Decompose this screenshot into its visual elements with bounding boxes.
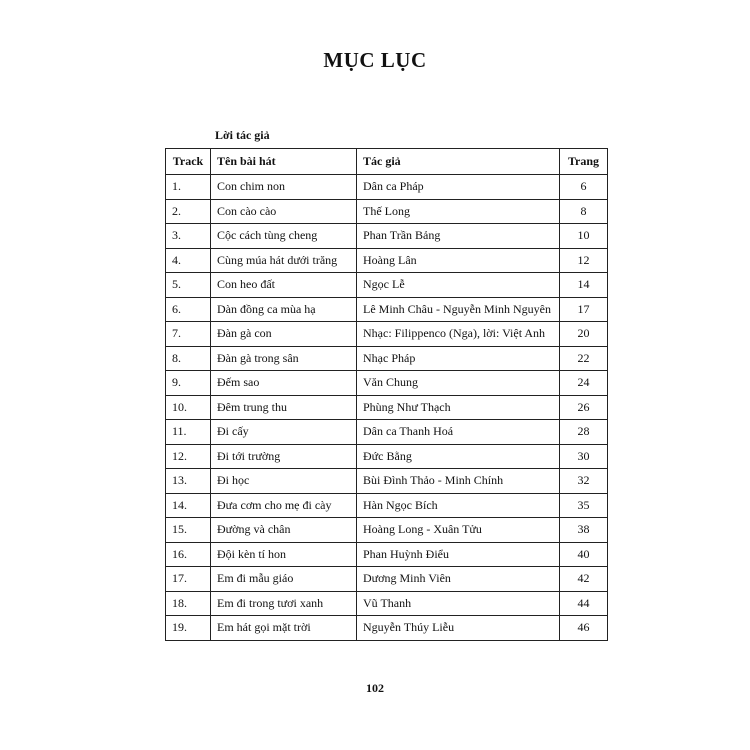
cell-track: 7. bbox=[166, 322, 211, 347]
cell-author: Văn Chung bbox=[357, 371, 560, 396]
cell-page: 17 bbox=[560, 297, 608, 322]
toc-table bbox=[165, 148, 608, 641]
cell-author: Thế Long bbox=[357, 199, 560, 224]
cell-track: 14. bbox=[166, 493, 211, 518]
header-author: Tác giả bbox=[357, 149, 560, 175]
cell-song: Đi tới trường bbox=[211, 444, 357, 469]
cell-track: 15. bbox=[166, 518, 211, 543]
cell-song: Đi cấy bbox=[211, 420, 357, 445]
cell-track: 18. bbox=[166, 591, 211, 616]
cell-song: Con cào cào bbox=[211, 199, 357, 224]
cell-page: 42 bbox=[560, 567, 608, 592]
cell-page: 26 bbox=[560, 395, 608, 420]
table-row bbox=[166, 248, 608, 273]
table-row bbox=[166, 469, 608, 494]
cell-song: Em đi mẫu giáo bbox=[211, 567, 357, 592]
cell-page: 20 bbox=[560, 322, 608, 347]
table-row bbox=[166, 591, 608, 616]
cell-track: 11. bbox=[166, 420, 211, 445]
cell-track: 5. bbox=[166, 273, 211, 298]
cell-author: Ngọc Lễ bbox=[357, 273, 560, 298]
cell-page: 38 bbox=[560, 518, 608, 543]
header-song: Tên bài hát bbox=[211, 149, 357, 175]
page-number: 102 bbox=[366, 681, 384, 695]
cell-author: Dương Minh Viên bbox=[357, 567, 560, 592]
table-row bbox=[166, 322, 608, 347]
cell-author: Hàn Ngọc Bích bbox=[357, 493, 560, 518]
table-row bbox=[166, 567, 608, 592]
cell-author: Phan Trần Bảng bbox=[357, 224, 560, 249]
preface-entry: Lời tác giả bbox=[215, 128, 270, 142]
table-row bbox=[166, 518, 608, 543]
page-title: MỤC LỤC bbox=[323, 48, 427, 72]
cell-song: Đi học bbox=[211, 469, 357, 494]
cell-track: 8. bbox=[166, 346, 211, 371]
cell-author: Bùi Đình Thảo - Minh Chính bbox=[357, 469, 560, 494]
cell-page: 8 bbox=[560, 199, 608, 224]
cell-page: 24 bbox=[560, 371, 608, 396]
cell-track: 10. bbox=[166, 395, 211, 420]
cell-track: 12. bbox=[166, 444, 211, 469]
cell-song: Đếm sao bbox=[211, 371, 357, 396]
cell-author: Nhạc Pháp bbox=[357, 346, 560, 371]
table-row bbox=[166, 346, 608, 371]
cell-song: Con heo đất bbox=[211, 273, 357, 298]
cell-author: Phùng Như Thạch bbox=[357, 395, 560, 420]
cell-track: 2. bbox=[166, 199, 211, 224]
cell-song: Dàn đồng ca mùa hạ bbox=[211, 297, 357, 322]
cell-author: Lê Minh Châu - Nguyễn Minh Nguyên bbox=[357, 297, 560, 322]
cell-song: Đàn gà con bbox=[211, 322, 357, 347]
header-page: Trang bbox=[560, 149, 608, 175]
cell-track: 6. bbox=[166, 297, 211, 322]
cell-song: Em hát gọi mặt trời bbox=[211, 616, 357, 641]
cell-song: Đàn gà trong sân bbox=[211, 346, 357, 371]
cell-page: 12 bbox=[560, 248, 608, 273]
table-row bbox=[166, 224, 608, 249]
header-track: Track bbox=[166, 149, 211, 175]
table-row bbox=[166, 444, 608, 469]
table-row bbox=[166, 199, 608, 224]
table-row bbox=[166, 175, 608, 200]
cell-track: 3. bbox=[166, 224, 211, 249]
cell-page: 28 bbox=[560, 420, 608, 445]
cell-track: 9. bbox=[166, 371, 211, 396]
cell-page: 40 bbox=[560, 542, 608, 567]
cell-page: 30 bbox=[560, 444, 608, 469]
table-row bbox=[166, 493, 608, 518]
cell-author: Hoàng Long - Xuân Tửu bbox=[357, 518, 560, 543]
cell-page: 14 bbox=[560, 273, 608, 298]
cell-author: Phan Huỳnh Điểu bbox=[357, 542, 560, 567]
cell-song: Em đi trong tươi xanh bbox=[211, 591, 357, 616]
cell-song: Đường và chân bbox=[211, 518, 357, 543]
cell-page: 10 bbox=[560, 224, 608, 249]
cell-author: Dân ca Pháp bbox=[357, 175, 560, 200]
cell-author: Dân ca Thanh Hoá bbox=[357, 420, 560, 445]
table-row bbox=[166, 371, 608, 396]
cell-page: 6 bbox=[560, 175, 608, 200]
table-row bbox=[166, 420, 608, 445]
table-row bbox=[166, 542, 608, 567]
cell-page: 44 bbox=[560, 591, 608, 616]
cell-song: Đưa cơm cho mẹ đi cày bbox=[211, 493, 357, 518]
cell-song: Cùng múa hát dưới trăng bbox=[211, 248, 357, 273]
cell-author: Đức Bằng bbox=[357, 444, 560, 469]
cell-page: 22 bbox=[560, 346, 608, 371]
table-row bbox=[166, 395, 608, 420]
cell-song: Cộc cách tùng cheng bbox=[211, 224, 357, 249]
cell-author: Nhạc: Filippenco (Nga), lời: Việt Anh bbox=[357, 322, 560, 347]
table-row bbox=[166, 616, 608, 641]
table-header-row bbox=[166, 149, 608, 175]
cell-track: 1. bbox=[166, 175, 211, 200]
cell-author: Hoàng Lân bbox=[357, 248, 560, 273]
cell-track: 17. bbox=[166, 567, 211, 592]
cell-track: 19. bbox=[166, 616, 211, 641]
cell-song: Đội kèn tí hon bbox=[211, 542, 357, 567]
toc-body bbox=[166, 175, 608, 641]
table-row bbox=[166, 273, 608, 298]
cell-track: 4. bbox=[166, 248, 211, 273]
cell-author: Nguyễn Thúy Liễu bbox=[357, 616, 560, 641]
cell-page: 35 bbox=[560, 493, 608, 518]
cell-page: 32 bbox=[560, 469, 608, 494]
cell-track: 16. bbox=[166, 542, 211, 567]
table-row bbox=[166, 297, 608, 322]
cell-page: 46 bbox=[560, 616, 608, 641]
cell-song: Đêm trung thu bbox=[211, 395, 357, 420]
cell-author: Vũ Thanh bbox=[357, 591, 560, 616]
cell-song: Con chim non bbox=[211, 175, 357, 200]
cell-track: 13. bbox=[166, 469, 211, 494]
